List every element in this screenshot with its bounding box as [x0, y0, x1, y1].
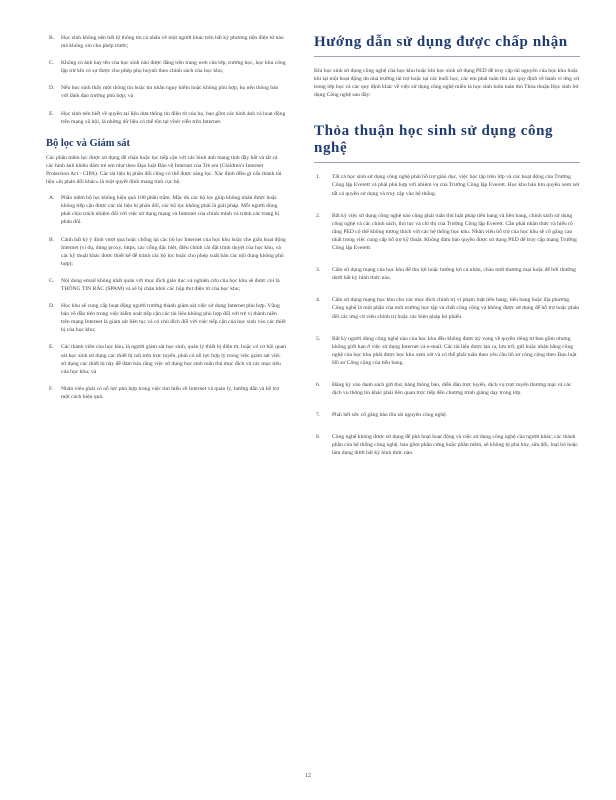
filter-heading: Bộ lọc và Giám sát — [46, 137, 130, 149]
list-item: 1. Tất cả học sinh sử dụng công nghệ phải hỗ trợ giáo dục, việc học tập trên lớp và các hoạt động của Trường Công lập Everett và phải phù hợp với nhiệm vụ của Trường Công lập Everett. Học khu bảo lưu quyền xem xét tất cả quyền sử dụng và truy cập vào hệ thống. — [316, 174, 580, 197]
intro-paragraph: Khi học sinh sử dụng công nghệ của học khu hoặc khi học sinh sử dụng PED để truy cập tài nguyên của học khu hoặc khi tại một hoạt động do nhà trường tài trợ hoặc tại các buổi học, các em phải tuân thủ các quy định về hành vi ứng xử trong lớp học và các quy định khác về việc sử dụng công nghệ miền là học sinh luôn tuân thủ Thỏa thuận Học sinh Sử dụng Công nghệ sau đây: — [314, 68, 580, 99]
acceptable-use-title: Hướng dẫn sử dụng được chấp nhận — [314, 34, 568, 50]
privacy-list — [46, 34, 286, 126]
list-item: D. Học khu sẽ cung cấp hoạt động người trưởng thành giám sát việc sử dụng Internet phù hợp. Vũng bảo về đầu tiên trong việc kiểm soát tiếp cận các tài liệu không phù hợp đối với trẻ vị thành niên trên mạng Internet là giám sát liên tục và có chủ đích đối với việc tiếp cận của học sinh vào các thiết bị của học khu; — [49, 303, 286, 334]
list-item: 2. Bất kỳ việc sử dụng công nghệ nào cũng phải tuân thủ luật pháp tiểu bang và liên bang, chính sách sử dụng công nghệ và các chính sách, thủ tục và chỉ thị của Trường Công lập Everett. Cần phải nhận thức và hiểu rõ rằng PED có thể không tương thích với các hệ thống học khu. Nhân viên hỗ trợ của học khu sẽ cố gắng cao nhất trong việc cung cấp hỗ trợ kỹ thuật. Không đảm bảo quyền được sử dụng PED để truy cập mạng Trường Công lập Everett. — [316, 212, 577, 252]
title-rule — [314, 56, 580, 57]
list-item: 6. Đăng ký vào danh sách gửi thư, bảng thông báo, diễn đàn trực tuyến, dịch vụ trực tuyến thương mại và các dịch vụ thông tin khác phải liên quan trực tiếp đến chương trình giảng dạy trong lớp. — [316, 381, 572, 397]
list-item: F. Nhân viên phải có nỗ lực phù hợp trong việc tìm hiểu về Internet và quản lý, hướng dẫn và hỗ trợ một cách hiệu quả. — [49, 385, 280, 400]
left-column — [46, 34, 286, 410]
list-item: D. Nếu học sinh thấy một thông tin hoặc tin nhắn nguy hiểm hoặc không phù hợp, họ nên thông báo với lãnh đạo trường phù hợp; và — [49, 85, 279, 100]
filter-paragraph: Các phần mềm lọc được sử dụng để chặn hoặc lọc tiếp cận với các hình ảnh mang tính đầy bất và tất cả các hình ảnh khiêu dâm trẻ em như theo Đạo luật Bảo vệ Internet của Trẻ em (Children's Internet Protection Act - CIPA). Các tài liệu bị phân đối cũng có thể được sàng lọc. Xác định điều gì cấu thành tài liệu «bị phản đối khác» là một quyết định mang tính cục bộ. — [46, 154, 282, 186]
list-item: C. Nội dung email không nhất quán với mục đích giáo dục và nghiên cứu của học khu sẽ được coi là THÔNG TIN RÁC (SPAM) và sẽ bị chặn khỏi các hộp thư điện tử của học khu; — [49, 277, 280, 292]
list-item: C. Không có ảnh hay tên của học sinh nào được đăng trên trang web của lớp, trường học, học khu công lập trừ khi có sự được cho phép phụ huynh theo chính sách của học khu; — [49, 60, 286, 75]
list-item: 4. Cấm sử dụng mạng học khu cho các mục đích chính trị vi phạm luật liên bang, tiểu bang hoặc địa phương. Công nghệ là một phần của môi trường học tập và chất công cộng và không được sử dụng để hỗ trợ hoặc phản đối các ứng cử viên chính trị hoặc các biện pháp bỏ phiếu. — [316, 297, 580, 320]
list-item: E. Các thành viên của học khu, là người giám sát học sinh, quản lý thiết bị điện tử, hoặc có cơ hội quan sát học sinh sử dụng các thiết bị nói trên trực tuyến, phải có nỗ lực hợp lý trong việc giám sát việc sử dụng các thiết bị này để đảm bảo rằng việc sử dụng học sinh tuân thủ mục đích và các mục tiêu của học khu; và — [49, 344, 286, 375]
list-item: 8. Công nghệ không được sử dụng để phá hoại hoạt động và việc sử dụng công nghệ của người khác; các thành phần của hệ thống công nghệ, bao gồm phần cứng hoặc phần mềm, sẽ không bị phá hủy, sửa đổi, loại bỏ hoặc làm dụng dưới bất kỳ hình thức nào. — [316, 434, 578, 457]
list-item: B. Học sinh không nên tiết lộ thông tin cá nhân về một người khác trên bất kỳ phương tiện điện tử nào mà không xin cho phép trước; — [49, 35, 284, 50]
agreement-title: Thỏa thuận học sinh sử dụng công nghệ — [314, 123, 554, 157]
list-item: 3. Cấm sử dụng mạng của học khu để thu lợi hoặc hưởng lợi cá nhân, chào mời thương mại hoặc để bởi thường dưới bất kỳ hình thức nào. — [316, 267, 576, 282]
list-item: B. Cảnh bất kỳ ý định vượt qua hoặc chống lại các bộ lọc Internet của học khu hoặc che giấu hoạt động Internet (ví dụ, dùng proxy, https, các cổng đặc biệt, điều chỉnh cài đặt trình duyệt của học khu, và các kỹ thuật khác được thiết kế để tránh các bộ lọc hoặc cho phép xuất bản các nội dung không phù hợp); — [49, 236, 286, 267]
title-rule — [314, 162, 580, 163]
right-column — [314, 34, 580, 472]
filter-list — [46, 194, 286, 401]
list-item: 7. Phải hết sức cố gắng bảo tồn tài nguyên công nghệ. — [316, 412, 448, 419]
list-item: A. Phần mềm bộ lọc không hiệu quả 100 phần trăm. Mặc dù các bộ lọc giúp không nhân được hoặc không tiếp cận được các tài liệu bị phản đối, các bộ lọc không phải là giải pháp. Mỗi người dùng phải chịu trách nhiệm đối với việc sử dụng mạng và Internet của chính mình và tránh các trang bị phản đối. — [49, 195, 280, 226]
list-item: E. Học sinh nên biết về quyền tại liệu dựa thông tin điện tử của họ, bao gồm các hình ảnh và hoạt động trên mạng xã hội, là những dữ liệu có thể tồn tại vĩnh viễn trên Internet. — [49, 110, 286, 125]
agreement-list — [314, 173, 580, 457]
list-item: 5. Bất kỳ người dùng công nghệ nào của học khu đều không được kỳ vọng về quyền riêng tư bao gồm nhưng không giới hạn ở việc sử dụng Internet và e-mail. Các tài liệu được tạo ra, lưu trữ, gửi hoặc nhận bằng công nghệ của học khu phải được học khu xem xét và có thể phải tuân theo yêu cầu hồ sơ công cộng theo Đạo luật Hồ sơ Công cộng của tiểu bang. — [316, 335, 577, 366]
page-number: 12 — [305, 773, 311, 779]
